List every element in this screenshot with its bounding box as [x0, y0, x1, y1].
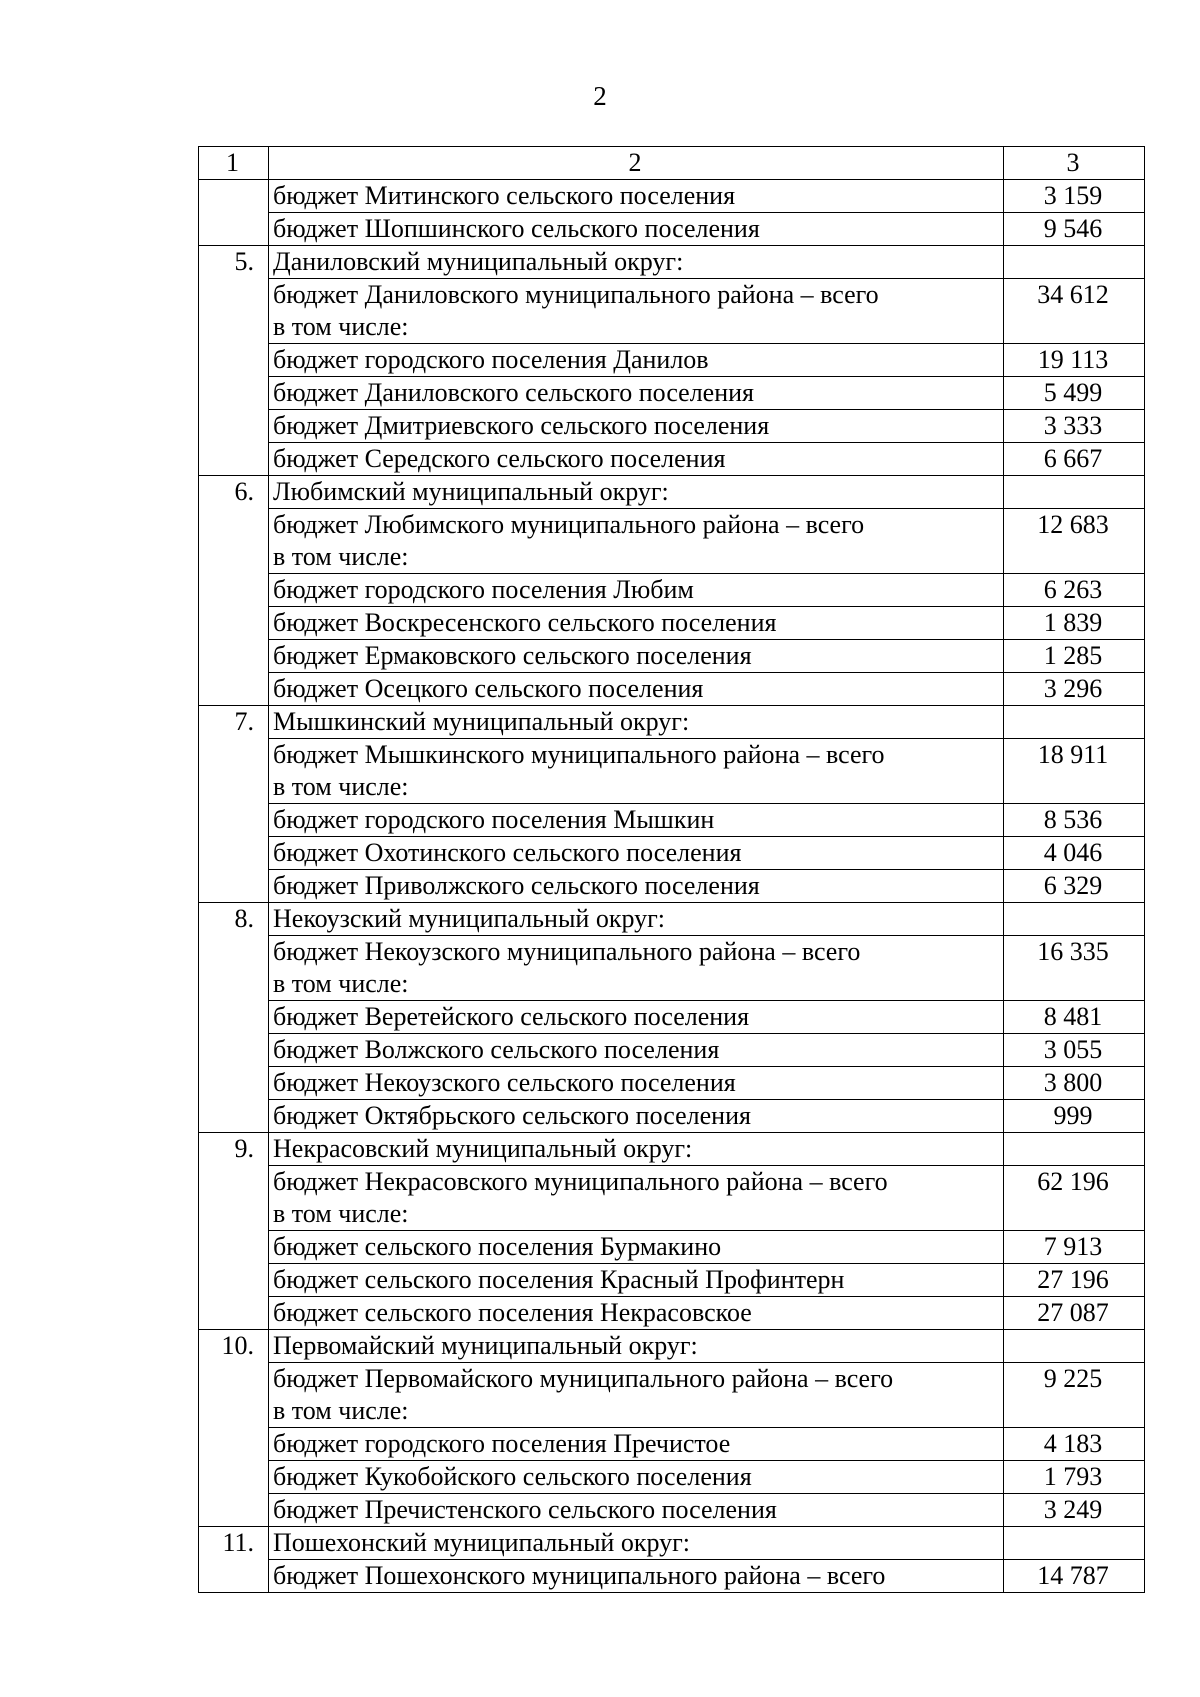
budget-name-line: в том числе: — [273, 1396, 409, 1425]
budget-name-line: Мышкинский муниципальный округ: — [273, 707, 690, 736]
table-row — [199, 180, 1145, 213]
amount-cell: 6 667 — [1004, 443, 1145, 476]
row-number-cell: 5. — [199, 246, 269, 476]
budget-name-cell — [269, 706, 1004, 739]
table-row — [199, 509, 1145, 574]
amount-cell — [1004, 246, 1145, 279]
budget-name-line: бюджет Некоузского сельского поселения — [273, 1068, 736, 1097]
amount-cell: 1 839 — [1004, 607, 1145, 640]
budget-name-cell — [269, 1428, 1004, 1461]
budget-name-line: бюджет Веретейского сельского поселения — [273, 1002, 750, 1031]
column-header-number: 1 — [199, 147, 269, 180]
budget-name-cell — [269, 509, 1004, 574]
amount-cell: 14 787 — [1004, 1560, 1145, 1593]
budget-name-cell — [269, 246, 1004, 279]
page-number: 2 — [593, 81, 607, 111]
budget-name-cell — [269, 673, 1004, 706]
amount-cell: 19 113 — [1004, 344, 1145, 377]
budget-name-cell — [269, 213, 1004, 246]
budget-name-line: в том числе: — [273, 312, 409, 341]
amount-cell: 16 335 — [1004, 936, 1145, 1001]
table-row — [199, 936, 1145, 1001]
table-row — [199, 804, 1145, 837]
amount-cell: 9 546 — [1004, 213, 1145, 246]
budget-name-line: Первомайский муниципальный округ: — [273, 1331, 698, 1360]
budget-name-cell — [269, 1067, 1004, 1100]
table-row — [199, 739, 1145, 804]
table-row — [199, 279, 1145, 344]
budget-name-cell — [269, 279, 1004, 344]
budget-name-line: бюджет Пошехонского муниципального района – всего — [273, 1561, 886, 1590]
budget-name-line: бюджет городского поселения Любим — [273, 575, 694, 604]
budget-name-cell — [269, 1166, 1004, 1231]
budget-name-cell — [269, 1001, 1004, 1034]
budget-name-cell — [269, 377, 1004, 410]
table-row — [199, 903, 1145, 936]
amount-cell — [1004, 1330, 1145, 1363]
budget-name-cell — [269, 607, 1004, 640]
amount-cell: 8 481 — [1004, 1001, 1145, 1034]
budget-name-line: в том числе: — [273, 772, 409, 801]
budget-name-line: Некрасовский муниципальный округ: — [273, 1134, 693, 1163]
amount-cell: 3 249 — [1004, 1494, 1145, 1527]
budget-name-line: бюджет Осецкого сельского поселения — [273, 674, 704, 703]
budget-name-line: в том числе: — [273, 542, 409, 571]
row-number-cell: 7. — [199, 706, 269, 903]
table-row — [199, 640, 1145, 673]
amount-cell: 7 913 — [1004, 1231, 1145, 1264]
amount-cell: 6 329 — [1004, 870, 1145, 903]
budget-name-line: бюджет Охотинского сельского поселения — [273, 838, 742, 867]
amount-cell: 18 911 — [1004, 739, 1145, 804]
budget-name-cell — [269, 410, 1004, 443]
budget-name-cell — [269, 1100, 1004, 1133]
budget-name-cell — [269, 1231, 1004, 1264]
budget-name-cell — [269, 804, 1004, 837]
budget-name-cell — [269, 640, 1004, 673]
amount-cell: 999 — [1004, 1100, 1145, 1133]
amount-cell — [1004, 1527, 1145, 1560]
amount-cell: 27 087 — [1004, 1297, 1145, 1330]
amount-cell: 4 046 — [1004, 837, 1145, 870]
row-number-cell: 10. — [199, 1330, 269, 1527]
budget-name-cell — [269, 1034, 1004, 1067]
table-row — [199, 1560, 1145, 1593]
table-row — [199, 344, 1145, 377]
budget-name-line: бюджет Даниловского сельского поселения — [273, 378, 755, 407]
table-row — [199, 476, 1145, 509]
budget-name-cell — [269, 936, 1004, 1001]
row-number-cell: 8. — [199, 903, 269, 1133]
table-row — [199, 1527, 1145, 1560]
amount-cell: 3 159 — [1004, 180, 1145, 213]
table-row — [199, 1100, 1145, 1133]
column-header-name: 2 — [269, 147, 1004, 180]
budget-name-cell — [269, 1297, 1004, 1330]
budget-name-cell — [269, 739, 1004, 804]
table-row — [199, 1461, 1145, 1494]
budget-name-line: бюджет сельского поселения Красный Профинтерн — [273, 1265, 845, 1294]
table-row — [199, 1264, 1145, 1297]
budget-name-line: Некоузский муниципальный округ: — [273, 904, 666, 933]
budget-name-line: в том числе: — [273, 969, 409, 998]
budget-name-line: бюджет городского поселения Данилов — [273, 345, 709, 374]
budget-name-line: бюджет Кукобойского сельского поселения — [273, 1462, 752, 1491]
table-row — [199, 246, 1145, 279]
amount-cell: 27 196 — [1004, 1264, 1145, 1297]
table-body — [199, 147, 1145, 1593]
table-row — [199, 574, 1145, 607]
budget-name-line: бюджет сельского поселения Бурмакино — [273, 1232, 722, 1261]
table-row — [199, 1001, 1145, 1034]
amount-cell: 3 333 — [1004, 410, 1145, 443]
budget-name-cell — [269, 1494, 1004, 1527]
row-number-cell — [199, 180, 269, 246]
budget-name-line: Любимский муниципальный округ: — [273, 477, 669, 506]
budget-name-line: бюджет Волжского сельского поселения — [273, 1035, 720, 1064]
budget-name-line: бюджет Шопшинского сельского поселения — [273, 214, 760, 243]
budget-name-cell — [269, 870, 1004, 903]
budget-name-line: бюджет Мышкинского муниципального района – всего — [273, 740, 885, 769]
budget-name-line: бюджет Любимского муниципального района – всего — [273, 510, 865, 539]
budget-name-line: бюджет Митинского сельского поселения — [273, 181, 736, 210]
table-row — [199, 1067, 1145, 1100]
table-row — [199, 410, 1145, 443]
budget-name-cell — [269, 574, 1004, 607]
table-row — [199, 1363, 1145, 1428]
budget-name-line: бюджет Дмитриевского сельского поселения — [273, 411, 770, 440]
budget-name-line: бюджет городского поселения Пречистое — [273, 1429, 731, 1458]
table-row — [199, 377, 1145, 410]
budget-name-cell — [269, 837, 1004, 870]
budget-name-line: в том числе: — [273, 1199, 409, 1228]
budget-name-cell — [269, 1560, 1004, 1593]
amount-cell: 4 183 — [1004, 1428, 1145, 1461]
budget-name-cell — [269, 1330, 1004, 1363]
column-header-amount: 3 — [1004, 147, 1145, 180]
budget-name-line: бюджет Даниловского муниципального района – всего — [273, 280, 879, 309]
table-row — [199, 1166, 1145, 1231]
amount-cell: 62 196 — [1004, 1166, 1145, 1231]
amount-cell: 34 612 — [1004, 279, 1145, 344]
budget-name-line: бюджет Приволжского сельского поселения — [273, 871, 760, 900]
table-row — [199, 213, 1145, 246]
table-row — [199, 1133, 1145, 1166]
budget-name-cell — [269, 1363, 1004, 1428]
table-row — [199, 706, 1145, 739]
budget-name-line: бюджет сельского поселения Некрасовское — [273, 1298, 752, 1327]
amount-cell: 6 263 — [1004, 574, 1145, 607]
amount-cell: 5 499 — [1004, 377, 1145, 410]
table-row — [199, 1330, 1145, 1363]
amount-cell: 12 683 — [1004, 509, 1145, 574]
table-row — [199, 443, 1145, 476]
row-number-cell: 11. — [199, 1527, 269, 1593]
table-row — [199, 1494, 1145, 1527]
table-row — [199, 1428, 1145, 1461]
amount-cell: 9 225 — [1004, 1363, 1145, 1428]
budget-name-line: бюджет Некоузского муниципального района – всего — [273, 937, 861, 966]
budget-name-cell — [269, 1264, 1004, 1297]
budget-name-cell — [269, 443, 1004, 476]
table-row — [199, 1297, 1145, 1330]
budget-name-cell — [269, 476, 1004, 509]
amount-cell — [1004, 1133, 1145, 1166]
table-row — [199, 673, 1145, 706]
amount-cell: 3 296 — [1004, 673, 1145, 706]
budget-name-line: бюджет Первомайского муниципального района – всего — [273, 1364, 894, 1393]
amount-cell — [1004, 706, 1145, 739]
amount-cell: 1 285 — [1004, 640, 1145, 673]
budget-name-cell — [269, 1133, 1004, 1166]
budget-name-cell — [269, 903, 1004, 936]
budget-name-line: бюджет Октябрьского сельского поселения — [273, 1101, 751, 1130]
budget-name-line: бюджет Ермаковского сельского поселения — [273, 641, 752, 670]
row-number-cell: 9. — [199, 1133, 269, 1330]
amount-cell — [1004, 903, 1145, 936]
amount-cell: 8 536 — [1004, 804, 1145, 837]
amount-cell: 1 793 — [1004, 1461, 1145, 1494]
budget-name-cell — [269, 1461, 1004, 1494]
table-row — [199, 1231, 1145, 1264]
table-row — [199, 837, 1145, 870]
budget-name-cell — [269, 344, 1004, 377]
budget-name-line: Пошехонский муниципальный округ: — [273, 1528, 691, 1557]
table-row — [199, 870, 1145, 903]
budget-name-line: бюджет Воскресенского сельского поселения — [273, 608, 777, 637]
budget-name-cell — [269, 1527, 1004, 1560]
budget-allocation-table — [198, 146, 1145, 1593]
budget-name-line: бюджет Некрасовского муниципального района – всего — [273, 1167, 888, 1196]
budget-name-line: бюджет Пречистенского сельского поселения — [273, 1495, 777, 1524]
table-row — [199, 607, 1145, 640]
amount-cell: 3 055 — [1004, 1034, 1145, 1067]
budget-name-line: бюджет Середского сельского поселения — [273, 444, 726, 473]
table-row — [199, 1034, 1145, 1067]
table-header-row — [199, 147, 1145, 180]
amount-cell: 3 800 — [1004, 1067, 1145, 1100]
budget-name-line: бюджет городского поселения Мышкин — [273, 805, 715, 834]
budget-name-cell — [269, 180, 1004, 213]
row-number-cell: 6. — [199, 476, 269, 706]
amount-cell — [1004, 476, 1145, 509]
budget-name-line: Даниловский муниципальный округ: — [273, 247, 684, 276]
